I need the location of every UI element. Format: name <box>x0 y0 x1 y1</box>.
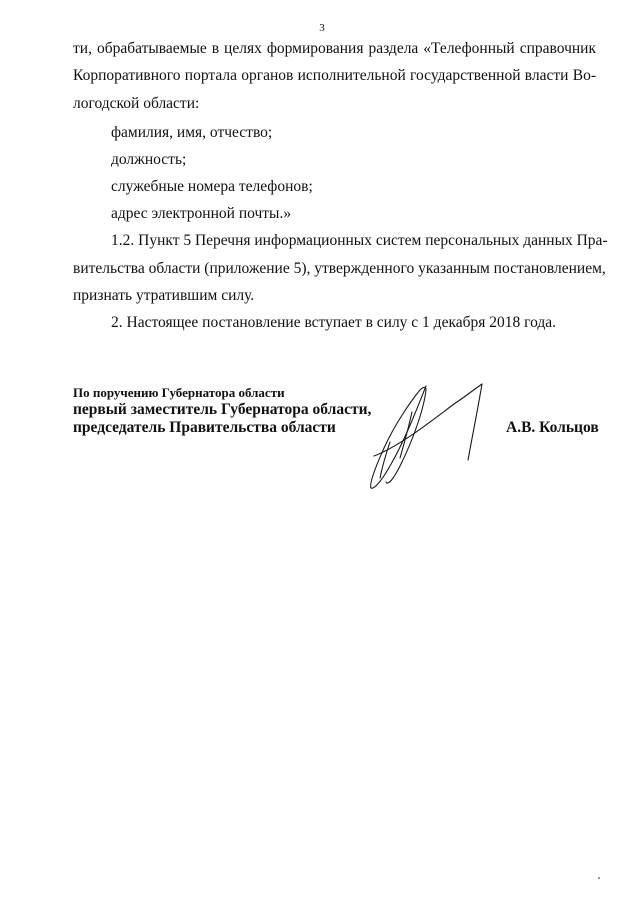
signature-stroke <box>468 384 482 460</box>
signatory-title-line-2: председатель Правительства области <box>73 419 336 436</box>
paragraph-1-2-line-3: признать утратившим силу. <box>73 287 255 304</box>
signature-authority-line: По поручению Губернатора области <box>73 385 285 400</box>
list-item-email: адрес электронной почты.» <box>111 205 292 222</box>
paragraph-1-2-line-2: вительства области (приложение 5), утвержденного указанным постановлением, <box>73 260 606 277</box>
signatory-name: А.В. Кольцов <box>506 419 599 436</box>
signatory-title-line-1: первый заместитель Губернатора области, <box>73 401 372 418</box>
signature-stroke <box>374 384 482 456</box>
scan-speck <box>598 877 600 879</box>
signature-stroke <box>400 412 412 458</box>
list-item-phones: служебные номера телефонов; <box>111 178 313 195</box>
list-item-position: должность; <box>111 151 187 168</box>
list-item-fio: фамилия, имя, отчество; <box>111 124 273 141</box>
paragraph-1-2-line-1: 1.2. Пункт 5 Перечня информационных систем персональных данных Пра- <box>111 232 608 249</box>
page-number: 3 <box>319 22 325 34</box>
handwritten-signature <box>360 378 490 496</box>
paragraph-2: 2. Настоящее постановление вступает в силу с 1 декабря 2018 года. <box>111 314 557 331</box>
body-line-2: Корпоративного портала органов исполнительной государственной власти Во- <box>73 67 596 84</box>
body-line-1: ти, обрабатываемые в целях формирования раздела «Телефонный справочник <box>73 40 596 57</box>
signature-stroke <box>371 386 426 488</box>
body-line-3: логодской области: <box>73 95 200 112</box>
signature-stroke <box>380 442 390 478</box>
